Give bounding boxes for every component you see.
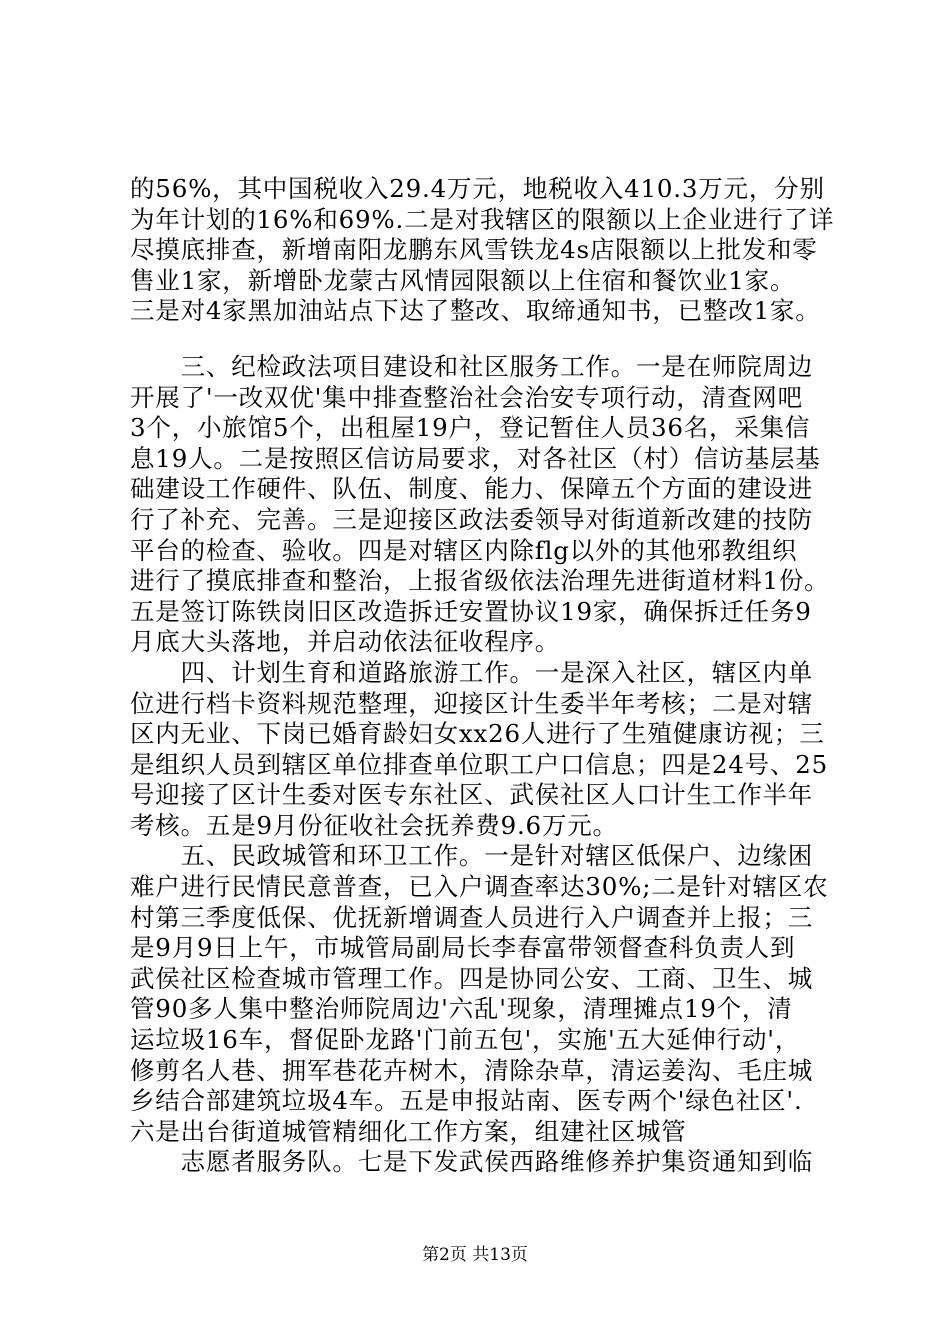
- paragraph-block-2: [130, 352, 835, 1178]
- paragraph-block-1: [130, 174, 835, 327]
- paragraph-gap: [130, 327, 835, 352]
- text-line: 息19人。二是按照区信访局要求，对各社区（村）信访基层基: [130, 443, 821, 473]
- text-line: 五、民政城管和环卫工作。一是针对辖区低保户、边缘困: [130, 841, 814, 871]
- document-body: [130, 174, 835, 1178]
- text-line: 志愿者服务队。七是下发武侯西路维修养护集资通知到临: [130, 1147, 814, 1177]
- text-line: 为年计划的16%和69%.二是对我辖区的限额以上企业进行了详: [130, 204, 835, 234]
- text-line: 武侯社区检查城市管理工作。四是协同公安、工商、卫生、城: [130, 963, 814, 993]
- text-line: 五是签订陈铁岗旧区改造拆迁安置协议19家，确保拆迁任务9: [130, 596, 812, 626]
- text-line: 三是对4家黑加油站点下达了整改、取缔通知书，已整改1家。: [130, 296, 821, 326]
- text-line: 的56%，其中国税收入29.4万元，地税收入410.3万元，分别: [130, 174, 825, 203]
- text-line: 村第三季度低保、优抚新增调查人员进行入户调查并上报；三: [130, 902, 814, 932]
- text-line: 考核。五是9月份征收社会抚养费9.6万元。: [130, 810, 618, 840]
- text-line: 进行了摸底排查和整治，上报省级依法治理先进街道材料1份。: [130, 566, 830, 596]
- text-line: 管90多人集中整治师院周边'六乱'现象，清理摊点19个，清: [130, 994, 793, 1024]
- text-line: 础建设工作硬件、队伍、制度、能力、保障五个方面的建设进: [130, 474, 814, 504]
- text-line: 平台的检查、验收。四是对辖区内除flg以外的其他邪教组织: [130, 535, 798, 565]
- text-line: 乡结合部建筑垃圾4车。五是申报站南、医专两个'绿色社区'.: [130, 1086, 803, 1116]
- text-line: 六是出台街道城管精细化工作方案，组建社区城管: [130, 1116, 687, 1146]
- text-line: 3个，小旅馆5个，出租屋19户，登记暂住人员36名，采集信: [130, 413, 811, 443]
- text-line: 四、计划生育和道路旅游工作。一是深入社区，辖区内单: [130, 657, 814, 687]
- text-line: 行了补充、完善。三是迎接区政法委领导对街道新改建的技防: [130, 504, 814, 534]
- text-line: 号迎接了区计生委对医专东社区、武侯社区人口计生工作半年: [130, 780, 814, 810]
- text-line: 售业1家，新增卧龙蒙古风情园限额以上住宿和餐饮业1家。: [130, 265, 796, 295]
- text-line: 尽摸底排查，新增南阳龙鹏东风雪铁龙4s店限额以上批发和零: [130, 235, 818, 265]
- text-line: 运垃圾16车，督促卧龙路'门前五包'，实施'五大延伸行动'，: [130, 1025, 801, 1055]
- text-line: 区内无业、下岗已婚育龄妇女xx26人进行了生殖健康访视；三: [130, 719, 825, 749]
- text-line: 修剪名人巷、拥军巷花卉树木，清除杂草，清运姜沟、毛庄城: [130, 1055, 814, 1085]
- text-line: 是组织人员到辖区单位排查单位职工户口信息；四是24号、25: [130, 749, 829, 779]
- text-line: 月底大头落地，并启动依法征收程序。: [130, 627, 561, 657]
- text-line: 开展了'一改双优'集中排查整治社会治安专项行动，清查网吧: [130, 382, 803, 412]
- text-line: 是9月9日上午，市城管局副局长李春富带领督查科负责人到: [130, 933, 796, 963]
- text-line: 难户进行民情民意普查，已入户调查率达30%;二是针对辖区农: [130, 872, 829, 902]
- text-line: 三、纪检政法项目建设和社区服务工作。一是在师院周边: [130, 351, 814, 381]
- text-line: 位进行档卡资料规范整理，迎接区计生委半年考核；二是对辖: [130, 688, 814, 718]
- page-number-footer: 第2页 共13页: [422, 1245, 528, 1265]
